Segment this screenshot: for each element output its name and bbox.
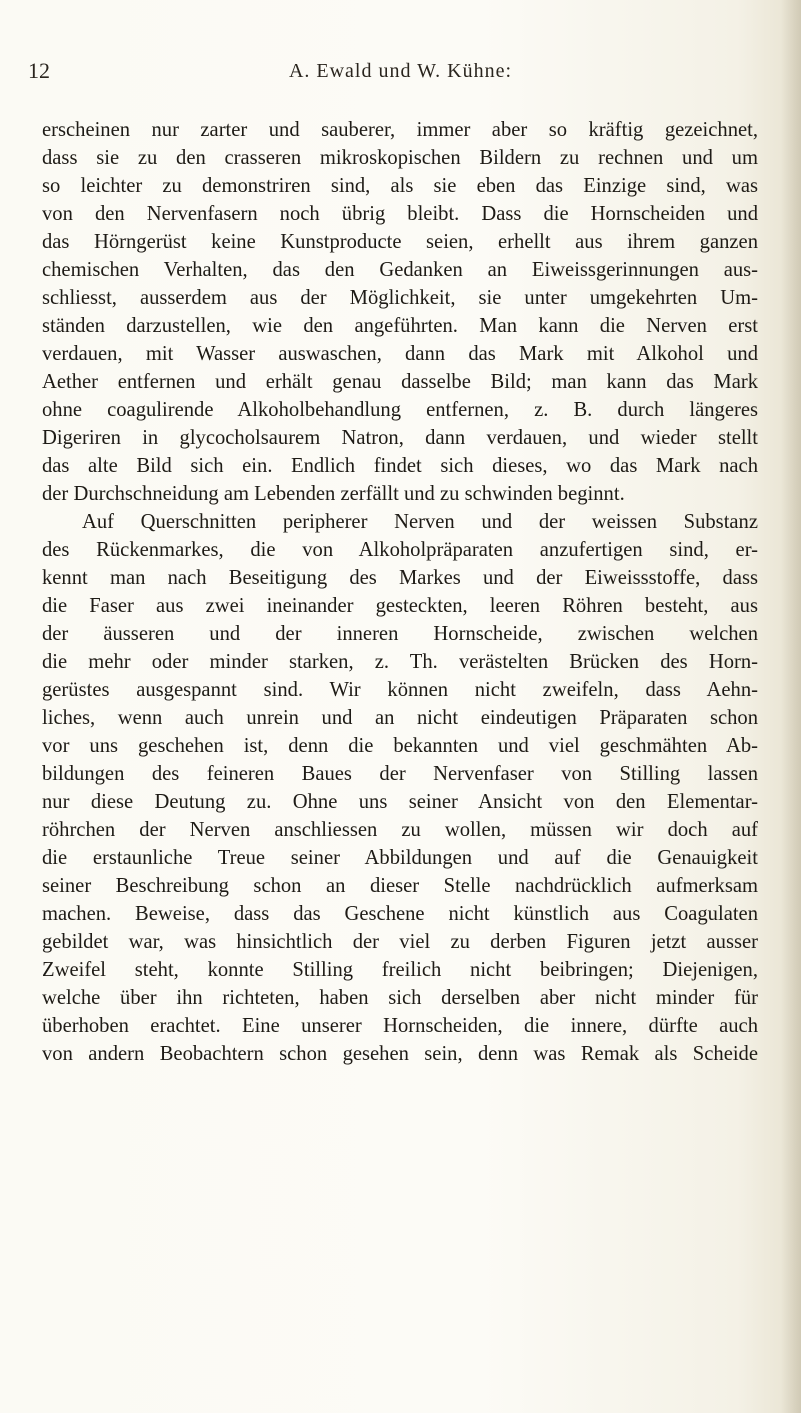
text-line: die Faser aus zwei ineinander gesteckten, leeren Röhren besteht, aus — [42, 595, 758, 617]
text-line: welche über ihn richteten, haben sich derselben aber nicht minder für — [42, 987, 758, 1009]
body-text — [42, 116, 758, 1068]
text-line: Auf Querschnitten peripherer Nerven und der weissen Substanz — [82, 511, 758, 533]
text-line: kennt man nach Beseitigung des Markes und der Eiweissstoffe, dass — [42, 567, 758, 589]
text-line: das alte Bild sich ein. Endlich findet sich dieses, wo das Mark nach — [42, 455, 758, 477]
text-line: von andern Beobachtern schon gesehen sein, denn was Remak als Scheide — [42, 1043, 758, 1065]
text-line: ständen darzustellen, wie den angeführten. Man kann die Nerven erst — [42, 315, 758, 337]
text-line: seiner Beschreibung schon an dieser Stelle nachdrücklich aufmerksam — [42, 875, 758, 897]
text-line: machen. Beweise, dass das Geschene nicht künstlich aus Coagulaten — [42, 903, 758, 925]
text-line: gerüstes ausgespannt sind. Wir können nicht zweifeln, dass Aehn- — [42, 679, 758, 701]
text-line: Aether entfernen und erhält genau dasselbe Bild; man kann das Mark — [42, 371, 758, 393]
text-line: verdauen, mit Wasser auswaschen, dann das Mark mit Alkohol und — [42, 343, 758, 365]
text-line: chemischen Verhalten, das den Gedanken an Eiweissgerinnungen aus- — [42, 259, 758, 281]
page-number: 12 — [28, 58, 50, 83]
text-line: bildungen des feineren Baues der Nervenfaser von Stilling lassen — [42, 763, 758, 785]
text-line: ohne coagulirende Alkoholbehandlung entfernen, z. B. durch längeres — [42, 399, 758, 421]
text-line: nur diese Deutung zu. Ohne uns seiner Ansicht von den Elementar- — [42, 791, 758, 813]
text-line: Digeriren in glycocholsaurem Natron, dann verdauen, und wieder stellt — [42, 427, 758, 449]
text-line: die erstaunliche Treue seiner Abbildungen und auf die Genauigkeit — [42, 847, 758, 869]
text-line: gebildet war, was hinsichtlich der viel zu derben Figuren jetzt ausser — [42, 931, 758, 953]
text-line: der Durchschneidung am Lebenden zerfällt und zu schwinden beginnt. — [42, 483, 625, 505]
text-line: Zweifel steht, konnte Stilling freilich nicht beibringen; Diejenigen, — [42, 959, 758, 981]
text-line: röhrchen der Nerven anschliessen zu wollen, müssen wir doch auf — [42, 819, 758, 841]
text-line: liches, wenn auch unrein und an nicht eindeutigen Präparaten schon — [42, 707, 758, 729]
text-line: überhoben erachtet. Eine unserer Hornscheiden, die innere, dürfte auch — [42, 1015, 758, 1037]
text-line: dass sie zu den crasseren mikroskopischen Bildern zu rechnen und um — [42, 147, 758, 169]
text-line: der äusseren und der inneren Hornscheide, zwischen welchen — [42, 623, 758, 645]
page-header — [0, 58, 801, 88]
text-line: erscheinen nur zarter und sauberer, immer aber so kräftig gezeichnet, — [42, 119, 758, 141]
page-edge-shadow — [781, 0, 801, 1413]
text-line: vor uns geschehen ist, denn die bekannten und viel geschmähten Ab- — [42, 735, 758, 757]
text-line: das Hörngerüst keine Kunstproducte seien, erhellt aus ihrem ganzen — [42, 231, 758, 253]
text-line: von den Nervenfasern noch übrig bleibt. Dass die Hornscheiden und — [42, 203, 758, 225]
running-head: A. Ewald und W. Kühne: — [288, 60, 513, 82]
text-line: schliesst, ausserdem aus der Möglichkeit, sie unter umgekehrten Um- — [42, 287, 758, 309]
text-line: des Rückenmarkes, die von Alkoholpräparaten anzufertigen sind, er- — [42, 539, 758, 561]
text-line: so leichter zu demonstriren sind, als sie eben das Einzige sind, was — [42, 175, 758, 197]
text-line: die mehr oder minder starken, z. Th. verästelten Brücken des Horn- — [42, 651, 758, 673]
